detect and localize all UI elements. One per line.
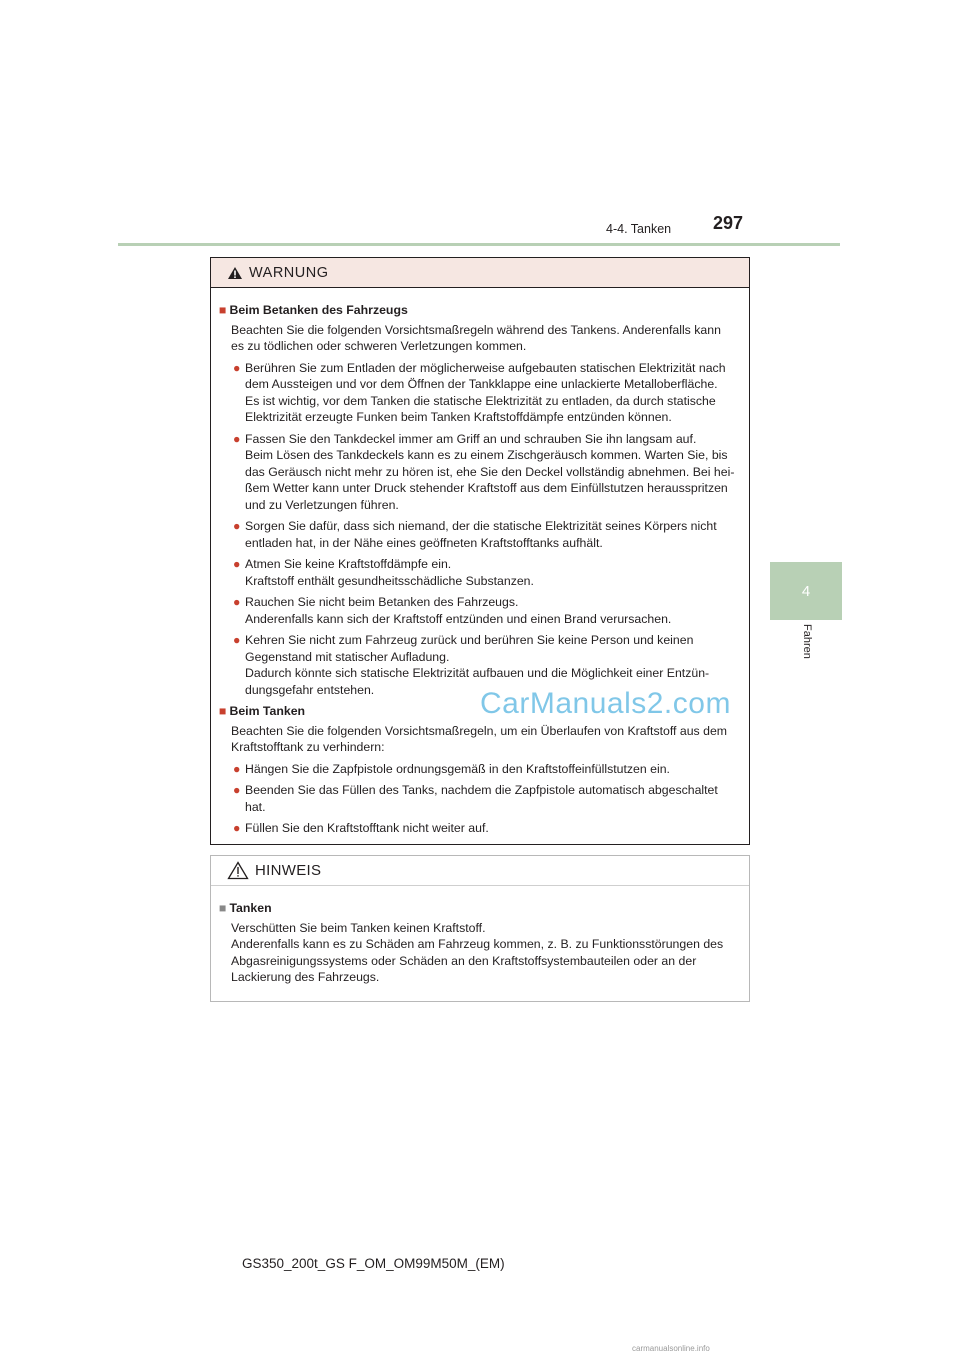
warning-bullet: ● Rauchen Sie nicht beim Betanken des Fahrzeugs. Anderenfalls kann sich der Kraftstoff entzünden und einen Brand verursachen. bbox=[233, 595, 672, 626]
chapter-label: Fahren bbox=[801, 623, 813, 659]
bullet-dot-icon: ● bbox=[233, 557, 241, 571]
square-bullet-icon: ■ bbox=[219, 901, 227, 915]
warning-body bbox=[211, 288, 749, 837]
watermark: CarManuals2.com bbox=[480, 687, 731, 720]
warning-intro: Beachten Sie die folgenden Vorsichtsmaßregeln, um ein Überlaufen von Kraftstoff aus dem Kraftstofftank zu verhindern: bbox=[231, 723, 728, 754]
notice-title: HINWEIS bbox=[255, 862, 322, 879]
notice-body bbox=[211, 886, 749, 986]
warning-intro: Beachten Sie die folgenden Vorsichtsmaßregeln während des Tankens. Anderenfalls kann es zu tödlichen oder schweren Verletzungen kommen. bbox=[231, 322, 721, 353]
warning-section-title: ■ Beim Betanken des Fahrzeugs bbox=[219, 303, 408, 317]
notice-box bbox=[210, 855, 750, 1002]
warning-bullet: ● Füllen Sie den Kraftstofftank nicht weiter auf. bbox=[233, 821, 489, 835]
bullet-dot-icon: ● bbox=[233, 431, 241, 446]
warning-bullet: ● Sorgen Sie dafür, dass sich niemand, der die statische Elektrizität seines Körpers nicht entladen hat, in der Nähe eines geöffneten Kraftstofftanks aufhält. bbox=[233, 519, 717, 550]
square-bullet-icon: ■ bbox=[219, 704, 227, 718]
header-rule bbox=[118, 243, 840, 246]
bullet-dot-icon: ● bbox=[233, 519, 241, 533]
section-title: 4-4. Tanken bbox=[606, 222, 672, 236]
bullet-dot-icon: ● bbox=[233, 595, 241, 609]
notice-header bbox=[211, 856, 749, 886]
bottom-watermark: carmanualsonline.info bbox=[632, 1344, 710, 1353]
warning-bullet: ● Berühren Sie zum Entladen der möglicherweise aufgebauten statischen Elektrizität nach dem Aussteigen und vor dem Öffnen der Tankklappe eine unlackierte Metalloberfläche. Es ist wichtig, vor dem Tanken die statische Elektrizität zu entladen, da durch statische Elektrizität erzeugte Funken beim Tanken Kraftstoffdämpfe entzünden können. bbox=[233, 360, 726, 424]
notice-text: Verschütten Sie beim Tanken keinen Kraftstoff. Anderenfalls kann es zu Schäden am Fahrzeug kommen, z. B. zu Funktionsstörungen des Abgasreinigungssystems oder Schäden an den Kraftstoffsystembauteilen oder an der Lackierung des Fahrzeugs. bbox=[231, 920, 724, 984]
warning-section-title: ■ Beim Tanken bbox=[219, 704, 306, 718]
warning-box bbox=[210, 257, 750, 845]
warning-bullet: ● Atmen Sie keine Kraftstoffdämpfe ein. Kraftstoff enthält gesundheitsschädliche Substanzen. bbox=[233, 557, 534, 588]
bullet-dot-icon: ● bbox=[233, 360, 241, 375]
square-bullet-icon: ■ bbox=[219, 303, 227, 317]
notice-section-title: ■ Tanken bbox=[219, 901, 272, 915]
warning-bullet: ● Fassen Sie den Tankdeckel immer am Griff an und schrauben Sie ihn langsam auf. Beim Lösen des Tankdeckels kann es zu einem Zischgeräusch kommen. Warten Sie, bis das Geräusch nicht mehr zu hören ist, ehe Sie den Deckel vollständig abnehmen. Bei hei- ßem Wetter kann unter Druck stehender Kraftstoff aus dem Einfüllstutzen herausspritzen und zu Verletzungen führen. bbox=[233, 431, 735, 512]
warning-triangle-icon bbox=[227, 266, 243, 280]
warning-title: WARNUNG bbox=[249, 264, 329, 281]
warning-bullet: ● Beenden Sie das Füllen des Tanks, nachdem die Zapfpistole automatisch abgeschaltet hat. bbox=[233, 783, 718, 814]
warning-bullet: ● Kehren Sie nicht zum Fahrzeug zurück und berühren Sie keine Person und keinen Gegenstand mit statischer Aufladung. Dadurch könnte sich statische Elektrizität aufbauen und die Möglichkeit einer Entzün- dungsgefahr entstehen. bbox=[233, 633, 710, 697]
bullet-dot-icon: ● bbox=[233, 633, 241, 647]
warning-bullet: ● Hängen Sie die Zapfpistole ordnungsgemäß in den Kraftstoffeinfüllstutzen ein. bbox=[233, 761, 670, 776]
chapter-number: 4 bbox=[801, 582, 811, 600]
footer-code: GS350_200t_GS F_OM_OM99M50M_(EM) bbox=[242, 1256, 505, 1271]
bullet-dot-icon: ● bbox=[233, 783, 241, 797]
bullet-dot-icon: ● bbox=[233, 821, 241, 835]
page-number: 297 bbox=[713, 213, 744, 233]
warning-header bbox=[211, 258, 749, 288]
caution-triangle-icon bbox=[227, 861, 249, 880]
bullet-dot-icon: ● bbox=[233, 761, 241, 776]
chapter-tab bbox=[770, 562, 842, 620]
